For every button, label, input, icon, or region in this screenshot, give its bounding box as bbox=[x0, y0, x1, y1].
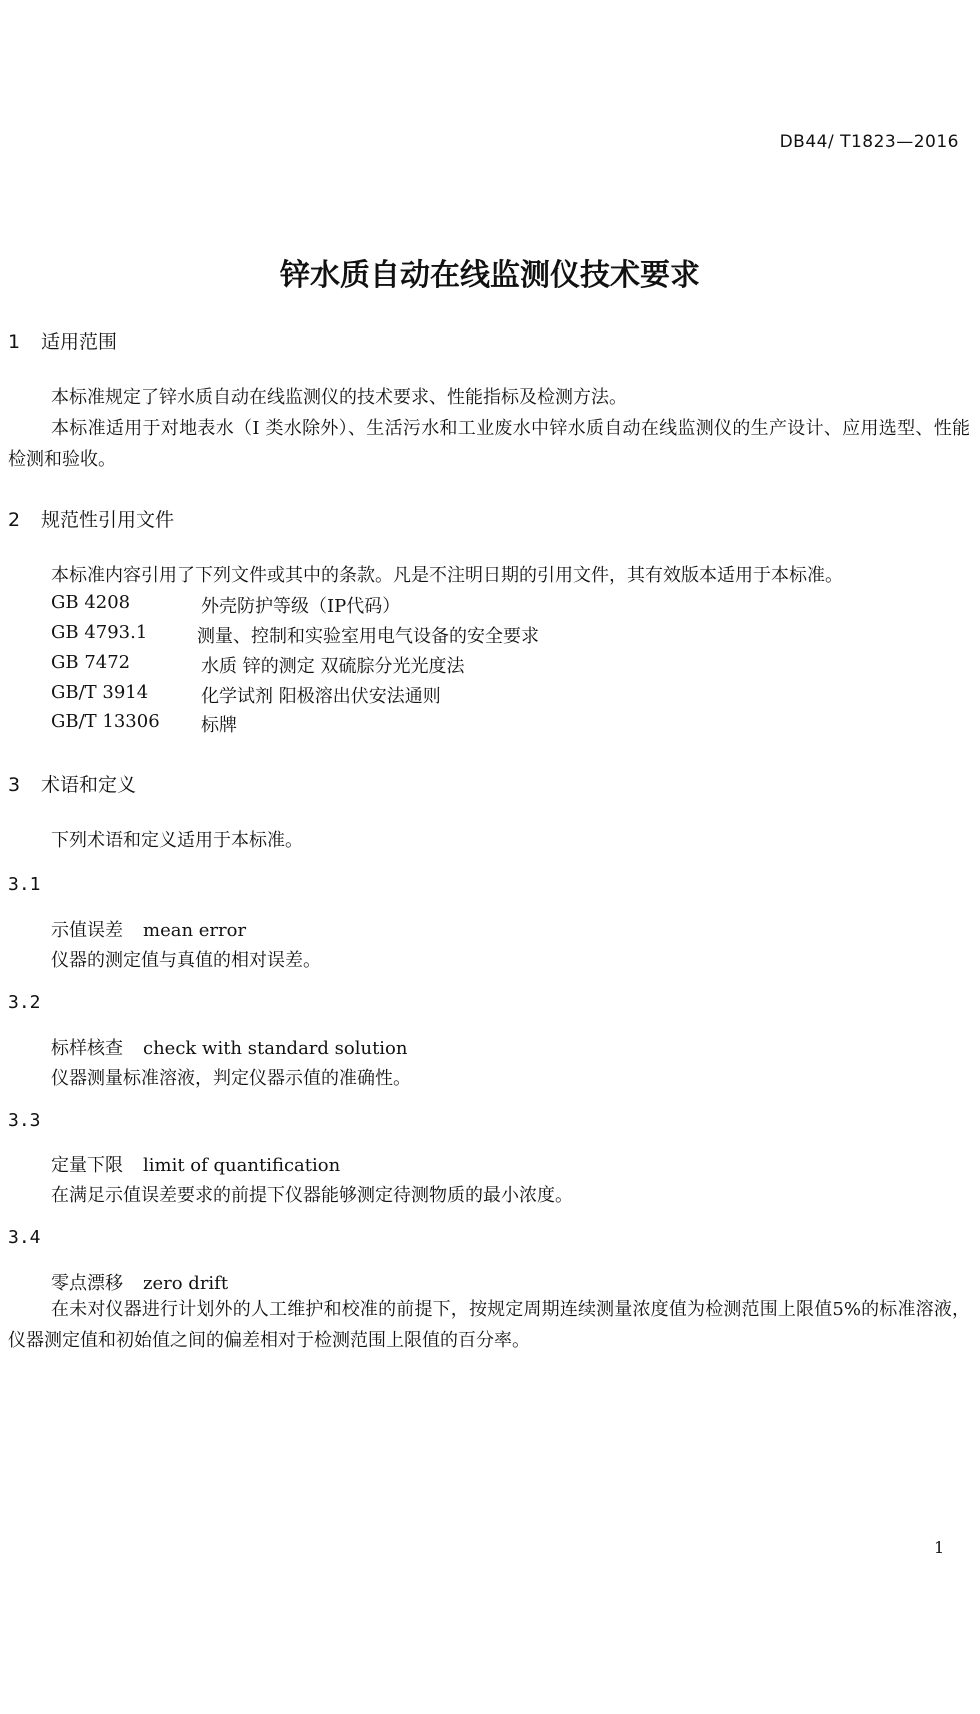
section-number: 3 bbox=[8, 774, 21, 796]
reference-code: GB/T 13306 bbox=[51, 711, 160, 732]
reference-name: 标牌 bbox=[201, 715, 237, 736]
reference-name: 测量、控制和实验室用电气设备的安全要求 bbox=[197, 626, 539, 647]
term-definition: 在满足示值误差要求的前提下仪器能够测定待测物质的最小浓度。 bbox=[51, 1185, 573, 1206]
term-heading bbox=[51, 1269, 228, 1295]
section-2-heading bbox=[8, 505, 174, 532]
page-number: 1 bbox=[934, 1538, 945, 1557]
section-title: 规范性引用文件 bbox=[41, 509, 175, 531]
section-1-paragraph-1: 本标准规定了锌水质自动在线监测仪的技术要求、性能指标及检测方法。 bbox=[51, 387, 627, 408]
term-number: 3.4 bbox=[8, 1227, 41, 1248]
document-code: DB44/ T1823—2016 bbox=[779, 132, 959, 152]
term-en: check with standard solution bbox=[143, 1038, 408, 1059]
term-cn: 定量下限 bbox=[51, 1155, 123, 1176]
term-en: limit of quantification bbox=[143, 1155, 341, 1176]
term-heading bbox=[51, 916, 246, 942]
section-3-intro: 下列术语和定义适用于本标准。 bbox=[51, 830, 303, 851]
section-number: 1 bbox=[8, 331, 21, 353]
section-title: 适用范围 bbox=[41, 331, 118, 353]
section-title: 术语和定义 bbox=[41, 774, 137, 796]
section-1-heading bbox=[8, 327, 117, 354]
term-number: 3.2 bbox=[8, 992, 41, 1013]
reference-row bbox=[51, 622, 539, 647]
document-title: 锌水质自动在线监测仪技术要求 bbox=[280, 258, 700, 293]
term-definition: 在未对仪器进行计划外的人工维护和校准的前提下，按规定周期连续测量浓度值为检测范围上限值5%的标准溶液，仪器测定值和初始值之间的偏差相对于检测范围上限值的百分率。 bbox=[8, 1299, 970, 1351]
section-2-intro: 本标准内容引用了下列文件或其中的条款。凡是不注明日期的引用文件，其有效版本适用于本标准。 bbox=[51, 565, 843, 586]
reference-code: GB 4793.1 bbox=[51, 622, 148, 643]
section-3-heading bbox=[8, 770, 136, 797]
term-definition: 仪器测量标准溶液，判定仪器示值的准确性。 bbox=[51, 1068, 411, 1089]
reference-name: 水质 锌的测定 双硫腙分光光度法 bbox=[201, 656, 465, 677]
section-1-paragraph-2: 本标准适用于对地表水（I 类水除外）、生活污水和工业废水中锌水质自动在线监测仪的生产设计、应用选型、性能检测和验收。 bbox=[8, 418, 970, 470]
reference-row bbox=[51, 592, 401, 617]
term-en: zero drift bbox=[143, 1273, 229, 1294]
term-en: mean error bbox=[143, 920, 247, 941]
term-number: 3.3 bbox=[8, 1110, 41, 1131]
reference-row bbox=[51, 711, 237, 736]
reference-name: 外壳防护等级（IP代码） bbox=[201, 596, 401, 617]
reference-code: GB 7472 bbox=[51, 652, 131, 673]
section-number: 2 bbox=[8, 509, 21, 531]
reference-name: 化学试剂 阳极溶出伏安法通则 bbox=[201, 686, 441, 707]
reference-code: GB 4208 bbox=[51, 592, 131, 613]
term-cn: 示值误差 bbox=[51, 920, 123, 941]
term-number: 3.1 bbox=[8, 874, 41, 895]
term-heading bbox=[51, 1034, 408, 1060]
term-cn: 零点漂移 bbox=[51, 1273, 123, 1294]
reference-row bbox=[51, 682, 441, 707]
reference-code: GB/T 3914 bbox=[51, 682, 149, 703]
term-definition: 仪器的测定值与真值的相对误差。 bbox=[51, 950, 321, 971]
term-cn: 标样核查 bbox=[51, 1038, 123, 1059]
term-heading bbox=[51, 1151, 340, 1177]
reference-row bbox=[51, 652, 465, 677]
